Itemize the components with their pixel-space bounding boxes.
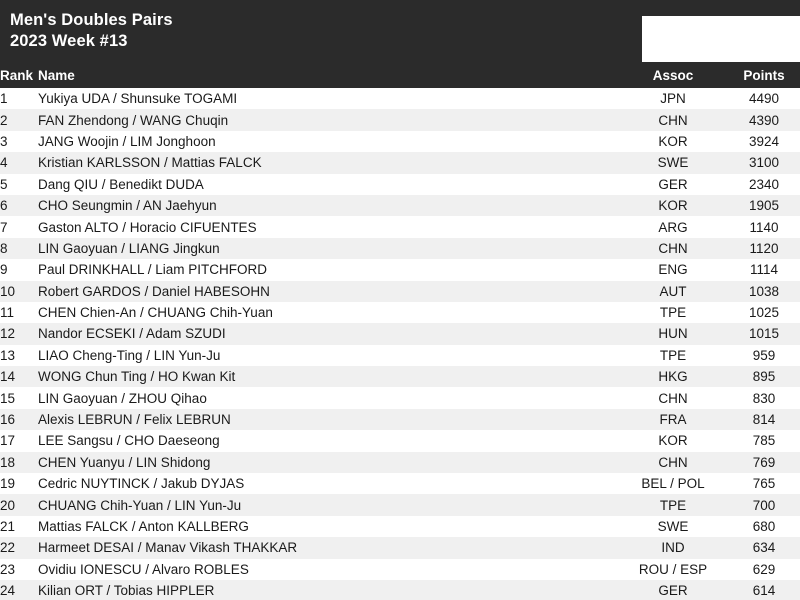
table-row[interactable] [0,238,800,259]
cell-assoc: CHN [618,109,728,130]
cell-assoc: JPN [618,88,728,109]
cell-rank: 21 [0,516,38,537]
table-row[interactable] [0,195,800,216]
cell-points: 895 [728,366,800,387]
table-row[interactable] [0,580,800,600]
cell-points: 680 [728,516,800,537]
cell-rank: 19 [0,473,38,494]
column-header-points[interactable]: Points [728,62,800,88]
table-row[interactable] [0,366,800,387]
ranking-table [0,62,800,600]
header-text-block [0,10,173,52]
cell-points: 1120 [728,238,800,259]
cell-rank: 2 [0,109,38,130]
table-row[interactable] [0,387,800,408]
cell-name: Harmeet DESAI / Manav Vikash THAKKAR [38,537,618,558]
cell-assoc: IND [618,537,728,558]
cell-rank: 6 [0,195,38,216]
cell-name: Robert GARDOS / Daniel HABESOHN [38,281,618,302]
cell-points: 2340 [728,174,800,195]
cell-name: JANG Woojin / LIM Jonghoon [38,131,618,152]
cell-points: 1015 [728,323,800,344]
cell-name: Dang QIU / Benedikt DUDA [38,174,618,195]
cell-rank: 11 [0,302,38,323]
cell-rank: 15 [0,387,38,408]
cell-name: Kilian ORT / Tobias HIPPLER [38,580,618,600]
table-row[interactable] [0,494,800,515]
cell-name: CHEN Yuanyu / LIN Shidong [38,452,618,473]
cell-rank: 9 [0,259,38,280]
cell-points: 4490 [728,88,800,109]
cell-points: 1114 [728,259,800,280]
cell-assoc: TPE [618,345,728,366]
cell-assoc: TPE [618,302,728,323]
cell-points: 3100 [728,152,800,173]
cell-points: 959 [728,345,800,366]
cell-rank: 7 [0,216,38,237]
cell-name: FAN Zhendong / WANG Chuqin [38,109,618,130]
table-row[interactable] [0,345,800,366]
table-row[interactable] [0,430,800,451]
table-row[interactable] [0,281,800,302]
ranking-table-head [0,62,800,88]
cell-name: LEE Sangsu / CHO Daeseong [38,430,618,451]
cell-points: 1905 [728,195,800,216]
cell-points: 1025 [728,302,800,323]
cell-rank: 14 [0,366,38,387]
cell-assoc: AUT [618,281,728,302]
table-row[interactable] [0,473,800,494]
cell-assoc: CHN [618,387,728,408]
cell-points: 1038 [728,281,800,302]
table-row[interactable] [0,559,800,580]
cell-assoc: SWE [618,152,728,173]
table-row[interactable] [0,174,800,195]
banner-notch [642,0,800,62]
cell-rank: 1 [0,88,38,109]
table-row[interactable] [0,537,800,558]
cell-assoc: SWE [618,516,728,537]
table-row[interactable] [0,88,800,109]
cell-assoc: CHN [618,238,728,259]
cell-points: 700 [728,494,800,515]
table-row[interactable] [0,409,800,430]
cell-assoc: KOR [618,131,728,152]
cell-name: Gaston ALTO / Horacio CIFUENTES [38,216,618,237]
cell-assoc: ARG [618,216,728,237]
cell-name: CHUANG Chih-Yuan / LIN Yun-Ju [38,494,618,515]
cell-rank: 13 [0,345,38,366]
cell-assoc: GER [618,174,728,195]
cell-name: Alexis LEBRUN / Felix LEBRUN [38,409,618,430]
cell-name: Yukiya UDA / Shunsuke TOGAMI [38,88,618,109]
page-title: Men's Doubles Pairs [10,11,173,29]
cell-points: 4390 [728,109,800,130]
cell-points: 634 [728,537,800,558]
table-row[interactable] [0,323,800,344]
cell-points: 629 [728,559,800,580]
cell-assoc: FRA [618,409,728,430]
ranking-table-wrapper [0,62,800,600]
cell-rank: 18 [0,452,38,473]
cell-name: Ovidiu IONESCU / Alvaro ROBLES [38,559,618,580]
cell-points: 830 [728,387,800,408]
cell-name: Paul DRINKHALL / Liam PITCHFORD [38,259,618,280]
cell-points: 769 [728,452,800,473]
cell-rank: 20 [0,494,38,515]
column-header-rank[interactable]: Rank [0,62,38,88]
cell-name: CHO Seungmin / AN Jaehyun [38,195,618,216]
cell-rank: 24 [0,580,38,600]
table-row[interactable] [0,131,800,152]
column-header-assoc[interactable]: Assoc [618,62,728,88]
table-row[interactable] [0,302,800,323]
cell-assoc: TPE [618,494,728,515]
cell-points: 814 [728,409,800,430]
cell-points: 3924 [728,131,800,152]
cell-points: 765 [728,473,800,494]
cell-name: LIN Gaoyuan / ZHOU Qihao [38,387,618,408]
cell-rank: 8 [0,238,38,259]
cell-rank: 10 [0,281,38,302]
table-row[interactable] [0,152,800,173]
cell-assoc: ENG [618,259,728,280]
cell-name: Kristian KARLSSON / Mattias FALCK [38,152,618,173]
cell-assoc: CHN [618,452,728,473]
table-row[interactable] [0,259,800,280]
table-row[interactable] [0,216,800,237]
column-header-name[interactable]: Name [38,62,618,88]
cell-assoc: BEL / POL [618,473,728,494]
table-row[interactable] [0,109,800,130]
banner-notch-fill [642,0,800,16]
cell-points: 1140 [728,216,800,237]
cell-rank: 16 [0,409,38,430]
cell-name: WONG Chun Ting / HO Kwan Kit [38,366,618,387]
cell-rank: 22 [0,537,38,558]
cell-name: LIN Gaoyuan / LIANG Jingkun [38,238,618,259]
ranking-table-body [0,88,800,600]
cell-rank: 17 [0,430,38,451]
cell-name: LIAO Cheng-Ting / LIN Yun-Ju [38,345,618,366]
page-header-banner [0,0,800,62]
cell-rank: 4 [0,152,38,173]
cell-points: 785 [728,430,800,451]
cell-name: Cedric NUYTINCK / Jakub DYJAS [38,473,618,494]
table-header-row [0,62,800,88]
cell-name: Mattias FALCK / Anton KALLBERG [38,516,618,537]
cell-assoc: KOR [618,430,728,451]
table-row[interactable] [0,452,800,473]
table-row[interactable] [0,516,800,537]
cell-rank: 23 [0,559,38,580]
cell-rank: 5 [0,174,38,195]
cell-assoc: KOR [618,195,728,216]
cell-assoc: ROU / ESP [618,559,728,580]
cell-assoc: HUN [618,323,728,344]
cell-points: 614 [728,580,800,600]
cell-rank: 12 [0,323,38,344]
cell-name: Nandor ECSEKI / Adam SZUDI [38,323,618,344]
cell-assoc: HKG [618,366,728,387]
cell-name: CHEN Chien-An / CHUANG Chih-Yuan [38,302,618,323]
cell-assoc: GER [618,580,728,600]
page-subtitle: 2023 Week #13 [10,32,128,50]
cell-rank: 3 [0,131,38,152]
